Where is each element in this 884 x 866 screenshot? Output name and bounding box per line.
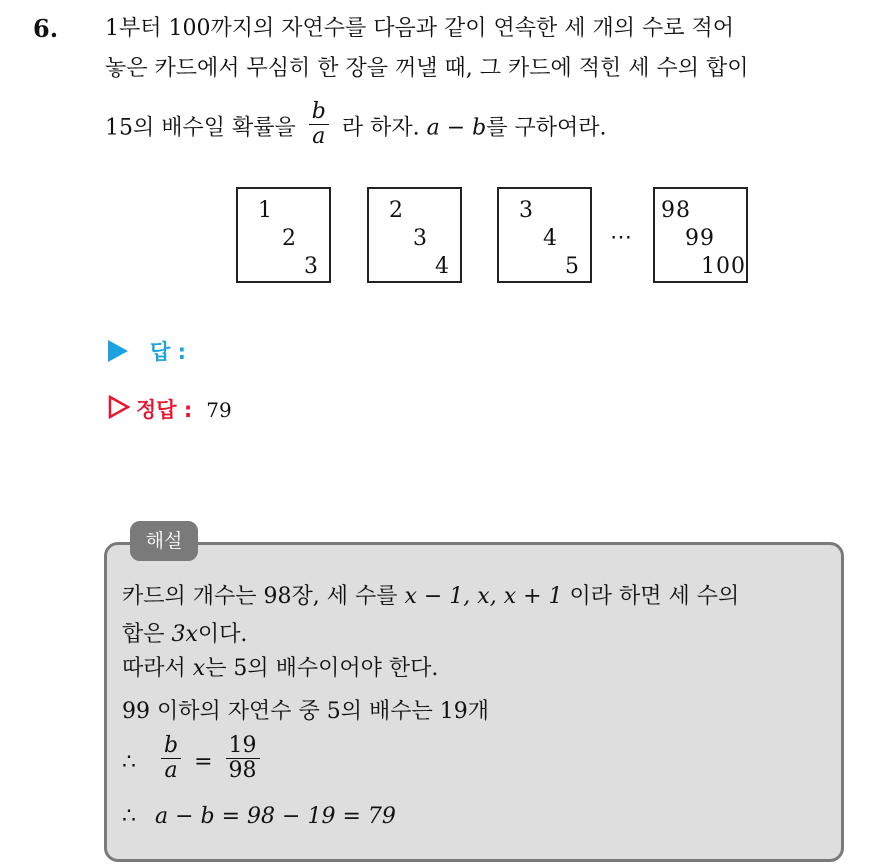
- answer-label: 답 :: [150, 340, 186, 364]
- card-number: 1: [258, 198, 272, 223]
- question-line-2: 놓은 카드에서 무심히 한 장을 꺼낼 때, 그 카드에 적힌 세 수의 합이: [105, 56, 749, 81]
- explanation-fraction-right: [226, 734, 260, 783]
- question-expression: a − b: [426, 115, 487, 141]
- explanation-fraction-left: [161, 734, 181, 783]
- card-number: 3: [519, 198, 533, 223]
- question-line-3-pre: 15의 배수일 확률을: [105, 115, 296, 141]
- play-triangle-icon: [108, 340, 128, 362]
- card-number: 100: [701, 254, 746, 279]
- explanation-math: a − b = 98 − 19 = 79: [155, 804, 396, 829]
- explanation-line-6: [122, 802, 396, 832]
- card-number: 3: [413, 226, 427, 251]
- answer-row: [108, 336, 186, 366]
- explanation-line-5: [122, 733, 266, 787]
- fraction-denominator: a: [312, 124, 326, 149]
- correct-answer-value: 79: [206, 398, 232, 422]
- therefore-symbol: ∴: [122, 804, 136, 829]
- card-number: 2: [282, 226, 296, 251]
- card-number: 3: [304, 254, 318, 279]
- fraction-denominator: a: [164, 758, 178, 783]
- card-number: 4: [435, 254, 449, 279]
- number-card: [367, 187, 462, 283]
- explanation-text: 따라서: [122, 656, 186, 681]
- card-number: 5: [565, 254, 579, 279]
- explanation-text: 이라 하면 세 수의: [569, 584, 740, 609]
- fraction-denominator: 98: [228, 758, 257, 783]
- explanation-math: x − 1, x, x + 1: [404, 584, 563, 609]
- card-number: 2: [389, 198, 403, 223]
- question-line-3: [105, 99, 607, 153]
- correct-answer-row: [108, 394, 232, 426]
- equals-sign: =: [194, 749, 213, 775]
- question-line-3-mid: 라 하자.: [341, 115, 420, 141]
- number-card: [497, 187, 592, 283]
- explanation-math: x: [192, 656, 206, 681]
- number-card: [236, 187, 331, 283]
- outline-triangle-icon: [108, 395, 130, 424]
- card-number: 4: [543, 226, 557, 251]
- ellipsis: ⋯: [610, 225, 632, 250]
- question-line-1: 1부터 100까지의 자연수를 다음과 같이 연속한 세 개의 수로 적어: [105, 16, 734, 41]
- probability-fraction: [309, 100, 329, 149]
- fraction-numerator: b: [309, 100, 329, 125]
- question-number: 6.: [33, 14, 59, 43]
- therefore-symbol: ∴: [122, 749, 136, 775]
- correct-answer-label: 정답 :: [136, 398, 193, 422]
- explanation-tag: 해설: [130, 521, 198, 561]
- card-number: 98: [661, 198, 691, 223]
- explanation-line-1: [122, 582, 739, 612]
- number-card: [653, 187, 748, 283]
- explanation-line-3: [122, 654, 438, 684]
- card-number: 99: [685, 226, 715, 251]
- explanation-text: 카드의 개수는 98장, 세 수를: [122, 584, 398, 609]
- explanation-text: 합은: [122, 622, 165, 647]
- explanation-line-2: [122, 620, 247, 650]
- question-line-3-post: 를 구하여라.: [486, 115, 607, 141]
- explanation-text: 는 5의 배수이어야 한다.: [205, 656, 439, 681]
- fraction-numerator: 19: [226, 734, 260, 759]
- fraction-numerator: b: [161, 734, 181, 759]
- explanation-math: 3x: [171, 622, 198, 647]
- explanation-line-4: 99 이하의 자연수 중 5의 배수는 19개: [122, 699, 489, 724]
- explanation-text: 이다.: [197, 622, 248, 647]
